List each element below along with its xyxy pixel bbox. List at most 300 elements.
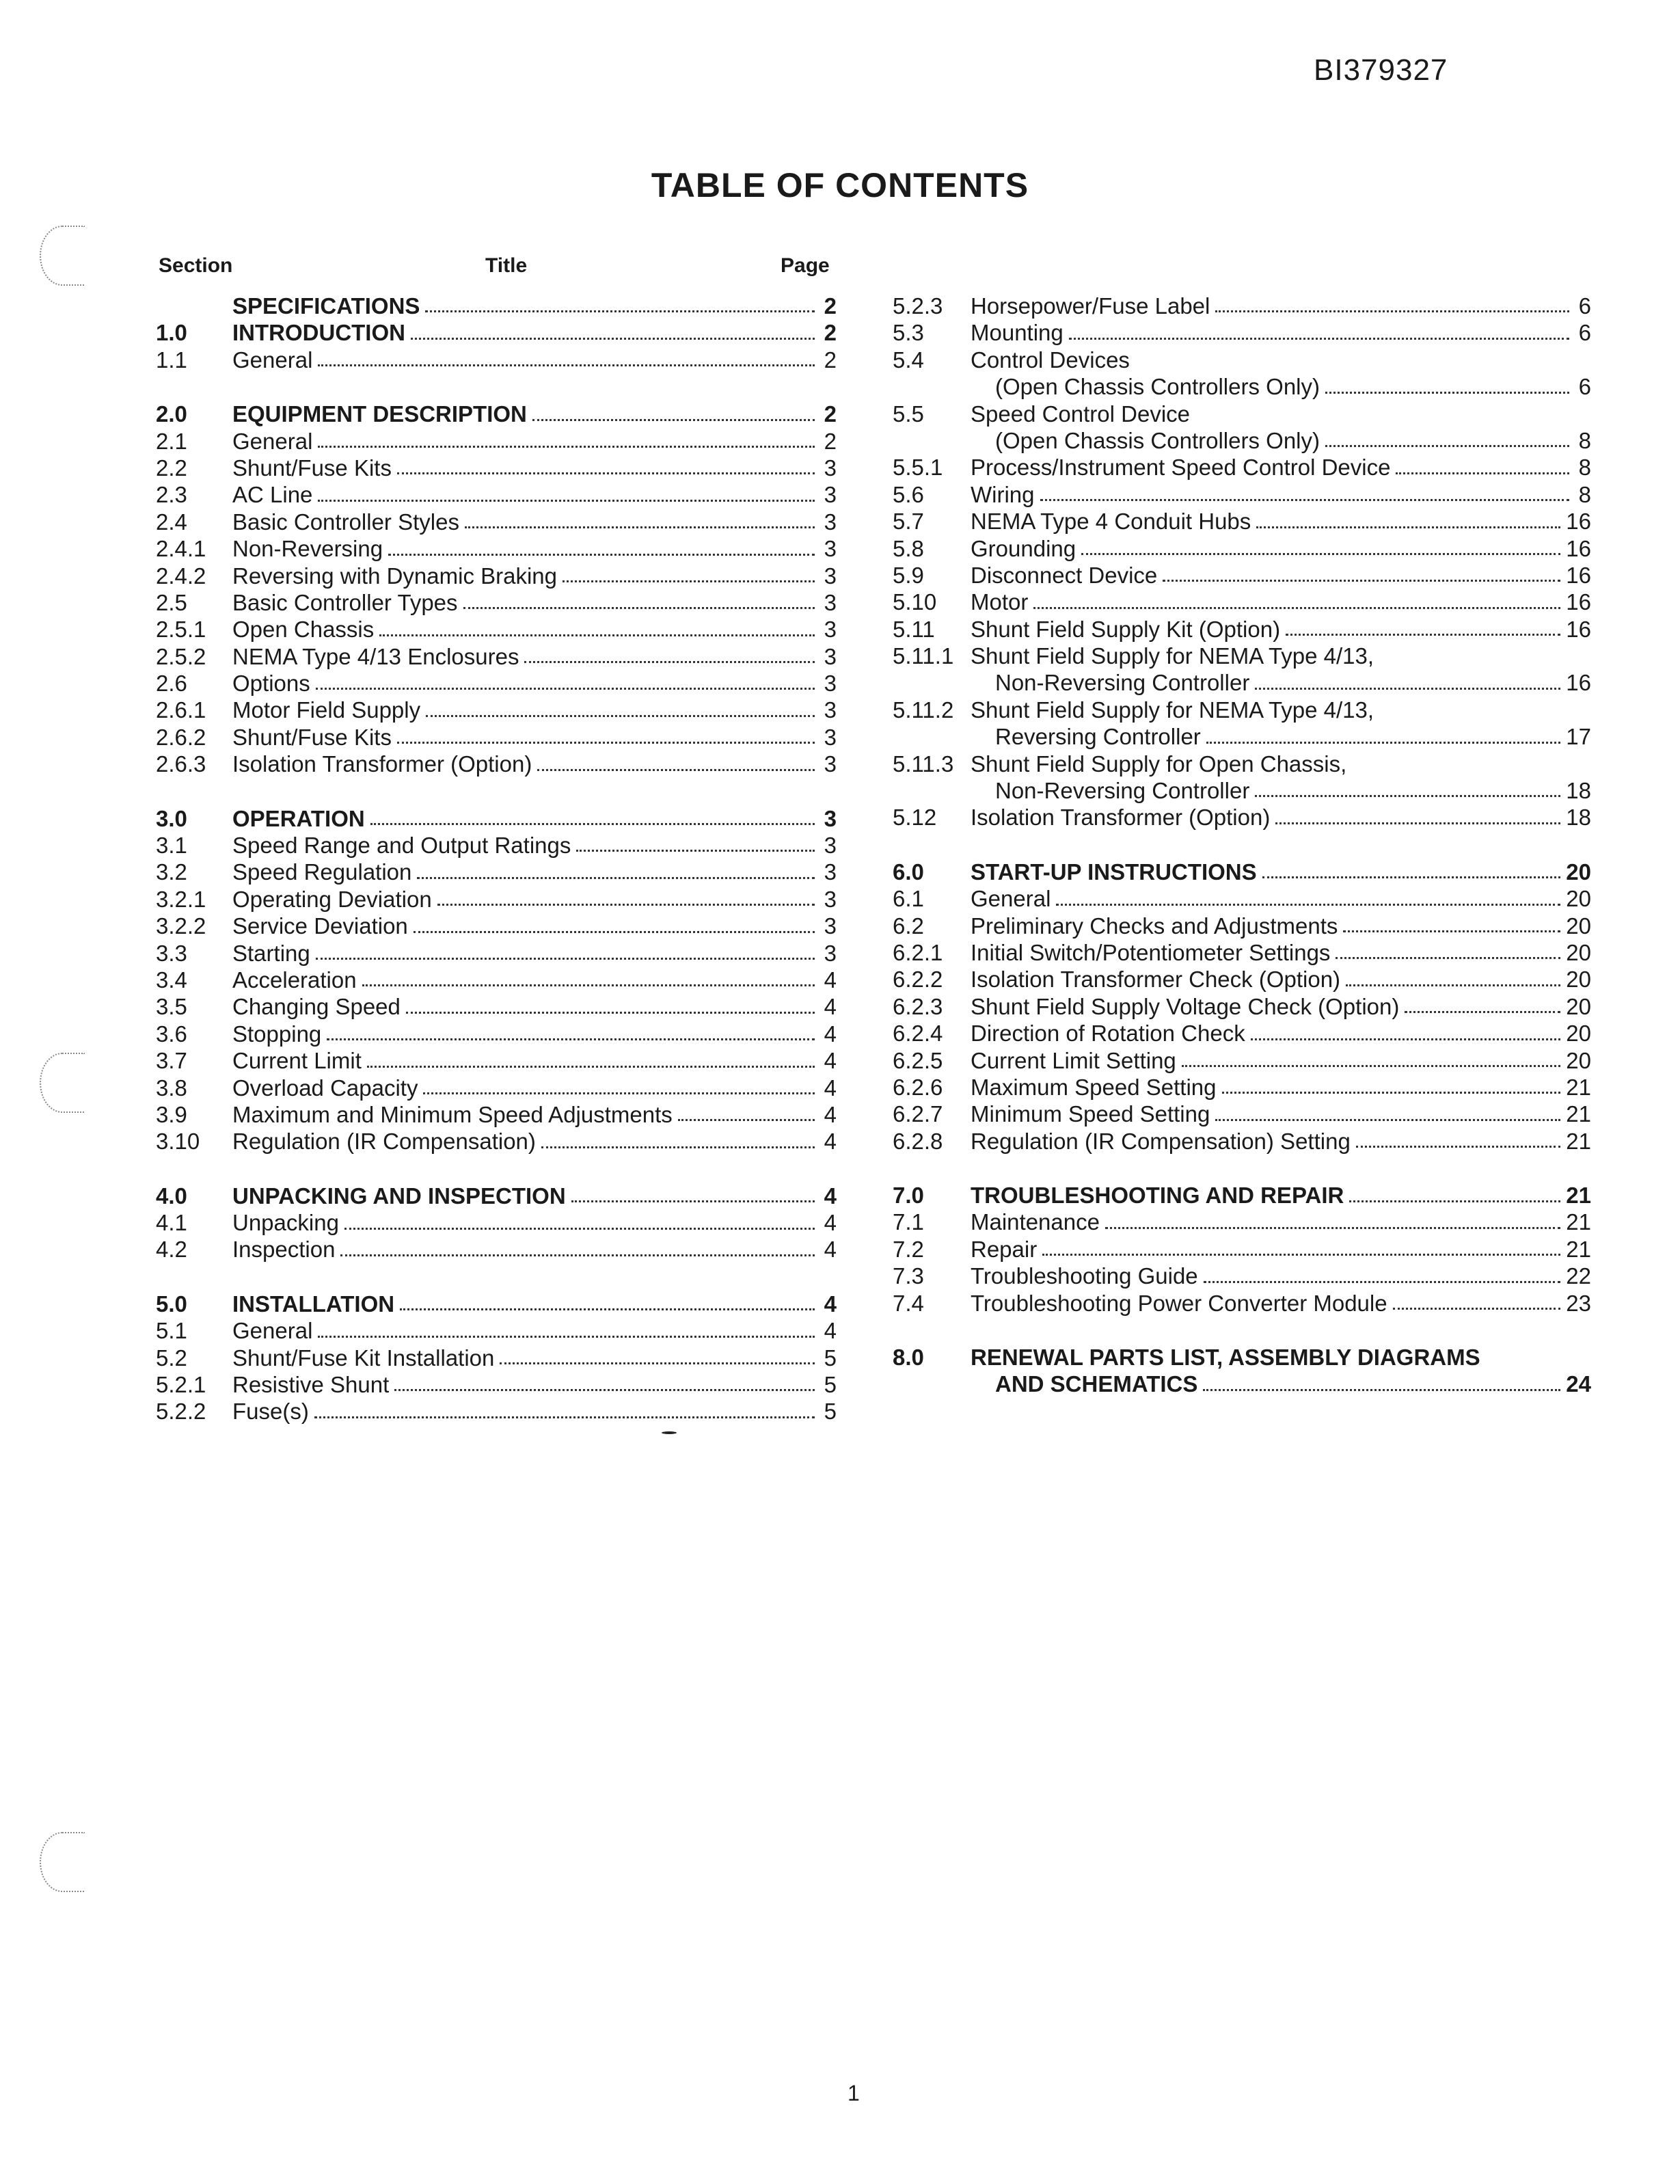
dot-leader (1105, 1227, 1560, 1229)
section-number: 6.2.3 (893, 993, 943, 1019)
page-ref: 2 (824, 293, 837, 319)
page-ref: 4 (824, 1210, 837, 1236)
page-ref: 8 (1578, 427, 1591, 453)
dot-leader (532, 419, 815, 421)
toc-entry (893, 1209, 1591, 1236)
entry-title: Inspection (232, 1237, 336, 1263)
dot-leader (1203, 1389, 1560, 1391)
toc-entry (893, 993, 1591, 1020)
toc-group (156, 1291, 837, 1425)
entry-title: Shunt Field Supply Voltage Check (Option) (971, 993, 1400, 1019)
section-number: 6.2.4 (893, 1021, 943, 1047)
dot-leader (417, 877, 815, 879)
page-ref: 20 (1566, 1021, 1591, 1047)
section-number: 5.2.1 (156, 1372, 206, 1398)
dot-leader (1356, 1146, 1560, 1148)
punch-hole-top (40, 226, 85, 286)
dot-leader (1256, 526, 1560, 528)
page-ref: 5 (824, 1399, 837, 1425)
page-ref: 4 (824, 994, 837, 1020)
title-column-header: Title (485, 254, 528, 277)
toc-entry (156, 293, 837, 319)
dot-leader (1204, 1281, 1561, 1283)
toc-entry (893, 562, 1591, 589)
page-ref: 3 (824, 589, 837, 615)
dot-leader (1349, 1200, 1560, 1202)
page-column-header: Page (781, 254, 830, 277)
section-number: 2.1 (156, 428, 187, 454)
section-number: 6.2.6 (893, 1074, 943, 1100)
dot-leader (1033, 607, 1560, 609)
entry-title: INSTALLATION (232, 1291, 395, 1317)
entry-title: Resistive Shunt (232, 1372, 390, 1398)
section-number: 2.6.1 (156, 697, 206, 723)
toc-entry (893, 616, 1591, 643)
toc-entry (893, 939, 1591, 966)
entry-title: Options (232, 671, 310, 697)
toc-entry (893, 401, 1591, 427)
toc-entry (893, 885, 1591, 912)
toc-entry (156, 643, 837, 670)
toc-group (893, 1182, 1591, 1317)
entry-title: (Open Chassis Controllers Only) (995, 427, 1320, 453)
dot-leader (1040, 499, 1569, 501)
section-number: 2.6 (156, 671, 187, 697)
section-number: 3.9 (156, 1101, 187, 1127)
section-number: 2.0 (156, 401, 187, 427)
toc-entry (893, 913, 1591, 939)
entry-title: Repair (971, 1236, 1038, 1262)
toc-entry (893, 347, 1591, 373)
page-ref: 21 (1566, 1236, 1591, 1262)
entry-title: Troubleshooting Power Converter Module (971, 1290, 1387, 1316)
toc-entry (156, 1237, 837, 1263)
entry-title: Isolation Transformer (Option) (232, 751, 532, 777)
entry-title: Unpacking (232, 1210, 339, 1236)
toc-entry (893, 427, 1591, 454)
page-ref: 21 (1566, 1128, 1591, 1154)
entry-title: General (232, 1318, 313, 1344)
page-ref: 4 (824, 1021, 837, 1047)
section-number: 3.5 (156, 994, 187, 1020)
page-ref: 4 (824, 1075, 837, 1101)
entry-title: EQUIPMENT DESCRIPTION (232, 401, 527, 427)
toc-entry (156, 724, 837, 751)
section-number: 3.2 (156, 859, 187, 885)
dot-leader (500, 1362, 815, 1364)
toc-entry (156, 1101, 837, 1128)
section-number: 5.2.2 (156, 1399, 206, 1425)
section-number: 3.4 (156, 967, 187, 993)
toc-entry (893, 589, 1591, 615)
section-number: 6.2.5 (893, 1047, 943, 1073)
entry-title: Regulation (IR Compensation) (232, 1129, 536, 1155)
page-ref: 5 (824, 1372, 837, 1398)
page-ref: 3 (824, 536, 837, 562)
document-id: BI379327 (1314, 53, 1448, 87)
dot-leader (1042, 1254, 1560, 1256)
page-ref: 20 (1566, 859, 1591, 885)
toc-entry (156, 589, 837, 616)
toc-entry (156, 967, 837, 993)
page-ref: 3 (824, 886, 837, 912)
toc-entry (893, 643, 1591, 669)
page-ref: 4 (824, 1237, 837, 1263)
toc-entry (893, 1182, 1591, 1209)
section-number: 5.1 (156, 1318, 187, 1344)
section-number: 6.2.7 (893, 1101, 943, 1127)
dot-leader (1275, 822, 1560, 824)
entry-title: Troubleshooting Guide (971, 1263, 1198, 1289)
dot-leader (1081, 553, 1560, 555)
dot-leader (576, 850, 815, 852)
dot-leader (1325, 445, 1569, 447)
entry-title: Basic Controller Types (232, 589, 458, 615)
dot-leader (426, 715, 815, 717)
section-number: 6.1 (893, 886, 924, 912)
section-number: 2.4.1 (156, 536, 206, 562)
toc-entry (893, 1290, 1591, 1317)
entry-title: Maximum Speed Setting (971, 1074, 1217, 1100)
section-number: 7.1 (893, 1209, 924, 1235)
section-number: 3.2.2 (156, 913, 206, 939)
page-ref: 20 (1566, 993, 1591, 1019)
entry-title: TROUBLESHOOTING AND REPAIR (971, 1183, 1344, 1209)
entry-title: General (971, 886, 1051, 912)
page-ref: 16 (1566, 509, 1591, 535)
section-number: 5.8 (893, 535, 924, 561)
page-ref: 24 (1566, 1371, 1591, 1397)
page-ref: 6 (1578, 320, 1591, 346)
page-ref: 16 (1566, 616, 1591, 642)
punch-hole-middle (40, 1053, 85, 1113)
entry-title: Speed Control Device (971, 401, 1191, 427)
section-number: 7.3 (893, 1263, 924, 1289)
toc-entry (893, 1101, 1591, 1127)
entry-title: Maintenance (971, 1209, 1100, 1235)
section-number: 3.6 (156, 1021, 187, 1047)
toc-entry (156, 913, 837, 939)
entry-title: Speed Range and Output Ratings (232, 833, 571, 859)
section-number: 5.7 (893, 509, 924, 535)
section-number: 7.2 (893, 1236, 924, 1262)
toc-entry (893, 697, 1591, 723)
entry-title: Acceleration (232, 967, 357, 993)
dot-leader (318, 1336, 815, 1338)
toc-entry (156, 347, 837, 373)
dot-leader (379, 634, 815, 636)
dot-leader (437, 904, 815, 906)
toc-group (156, 1183, 837, 1263)
toc-entry (893, 723, 1591, 750)
entry-title: Non-Reversing (232, 536, 383, 562)
entry-title: Stopping (232, 1021, 322, 1047)
dot-leader (411, 338, 815, 340)
section-number: 7.4 (893, 1290, 924, 1316)
toc-entry (893, 1344, 1591, 1371)
page-ref: 23 (1566, 1290, 1591, 1316)
section-number: 3.10 (156, 1129, 200, 1155)
toc-group (893, 859, 1591, 1155)
section-number: 5.0 (156, 1291, 187, 1317)
entry-title: Shunt Field Supply Kit (Option) (971, 616, 1281, 642)
page-title: TABLE OF CONTENTS (651, 166, 1029, 204)
section-number: 2.5 (156, 589, 187, 615)
entry-title: INTRODUCTION (232, 320, 405, 346)
dot-leader (1255, 688, 1560, 690)
section-number: 5.11.2 (893, 697, 954, 723)
section-number: 4.1 (156, 1210, 187, 1236)
dot-leader (678, 1119, 815, 1121)
toc-group (156, 293, 837, 373)
dot-leader (397, 742, 815, 744)
page-ref: 18 (1566, 778, 1591, 804)
dot-leader (394, 1389, 815, 1391)
dot-leader (1206, 742, 1560, 744)
page-ref: 3 (824, 833, 837, 859)
dot-leader (1222, 1092, 1561, 1094)
entry-title: Process/Instrument Speed Control Device (971, 455, 1391, 481)
page-ref: 3 (824, 482, 837, 508)
toc-entry (156, 751, 837, 777)
page-ref: 4 (824, 967, 837, 993)
section-number: 2.2 (156, 455, 187, 481)
toc-entry (156, 535, 837, 562)
toc-entry (893, 777, 1591, 804)
dot-leader (314, 1416, 815, 1418)
toc-entry (893, 1128, 1591, 1155)
toc-left-column (156, 293, 837, 1453)
entry-title: Shunt/Fuse Kit Installation (232, 1345, 495, 1371)
page-ref: 8 (1578, 481, 1591, 507)
section-column-header: Section (159, 254, 233, 277)
toc-entry (156, 481, 837, 508)
page-ref: 3 (824, 940, 837, 966)
entry-title: UNPACKING AND INSPECTION (232, 1183, 566, 1209)
dot-leader (1262, 876, 1561, 878)
page-ref: 18 (1566, 805, 1591, 831)
toc-entry (893, 751, 1591, 777)
dot-leader (465, 526, 815, 528)
toc-entry (893, 859, 1591, 885)
page-ref: 3 (824, 617, 837, 643)
entry-title: General (232, 428, 313, 454)
page-ref: 20 (1566, 967, 1591, 993)
toc-entry (156, 616, 837, 643)
dot-leader (1056, 904, 1560, 906)
entry-title: Mounting (971, 320, 1063, 346)
entry-title: Operating Deviation (232, 886, 432, 912)
section-number: 5.2 (156, 1345, 187, 1371)
dot-leader (1286, 634, 1560, 636)
entry-title: Minimum Speed Setting (971, 1101, 1210, 1127)
entry-title: Shunt Field Supply for Open Chassis, (971, 751, 1347, 777)
page-ref: 8 (1578, 455, 1591, 481)
entry-title: Horsepower/Fuse Label (971, 293, 1210, 319)
entry-title: Reversing with Dynamic Braking (232, 563, 558, 589)
section-number: 2.6.2 (156, 724, 206, 750)
toc-entry (156, 832, 837, 859)
toc-entry (156, 670, 837, 697)
page-number: 1 (848, 2081, 860, 2105)
toc-entry (156, 1047, 837, 1074)
punch-hole-bottom (40, 1832, 85, 1892)
dot-leader (563, 580, 815, 582)
page-ref: 16 (1566, 535, 1591, 561)
entry-title: Shunt Field Supply for NEMA Type 4/13, (971, 643, 1374, 669)
entry-title: Current Limit (232, 1048, 362, 1074)
dot-leader (1405, 1011, 1560, 1013)
entry-title: NEMA Type 4/13 Enclosures (232, 643, 519, 669)
entry-title: AND SCHEMATICS (995, 1371, 1198, 1397)
toc-entry (893, 293, 1591, 319)
section-number: 6.0 (893, 859, 924, 885)
dot-leader (1215, 310, 1569, 312)
section-number: 5.4 (893, 347, 924, 373)
section-number: 4.2 (156, 1237, 187, 1263)
page-ref: 3 (824, 643, 837, 669)
toc-entry (893, 481, 1591, 508)
entry-title: Control Devices (971, 347, 1130, 373)
page-ref: 21 (1566, 1183, 1591, 1209)
toc-entry (156, 1317, 837, 1344)
toc-entry (156, 401, 837, 427)
entry-title: Open Chassis (232, 617, 375, 643)
entry-title: Service Deviation (232, 913, 408, 939)
toc-entry (156, 428, 837, 455)
section-number: 6.2.8 (893, 1128, 943, 1154)
dot-leader (541, 1146, 815, 1148)
dot-leader (327, 1038, 815, 1040)
scan-mark (662, 1431, 677, 1434)
page-ref: 3 (824, 455, 837, 481)
dot-leader (316, 958, 815, 960)
toc-entry (156, 1398, 837, 1425)
page-ref: 21 (1566, 1209, 1591, 1235)
section-number: 7.0 (893, 1183, 924, 1209)
dot-leader (463, 607, 815, 609)
entry-title: Non-Reversing Controller (995, 778, 1250, 804)
page-ref: 4 (824, 1183, 837, 1209)
toc-entry (893, 1074, 1591, 1101)
dot-leader (406, 1012, 815, 1014)
entry-title: Current Limit Setting (971, 1047, 1176, 1073)
section-number: 6.2 (893, 913, 924, 939)
dot-leader (571, 1200, 815, 1202)
dot-leader (318, 500, 815, 502)
dot-leader (397, 472, 815, 474)
dot-leader (1396, 472, 1569, 474)
section-number: 3.7 (156, 1048, 187, 1074)
section-number: 8.0 (893, 1345, 924, 1371)
toc-entry (893, 1047, 1591, 1074)
toc-entry (156, 319, 837, 346)
page-ref: 2 (824, 347, 837, 373)
page-ref: 3 (824, 859, 837, 885)
section-number: 2.5.1 (156, 617, 206, 643)
page-ref: 2 (824, 401, 837, 427)
toc-entry (156, 1345, 837, 1371)
section-number: 6.2.1 (893, 939, 943, 965)
dot-leader (1393, 1308, 1561, 1310)
dot-leader (367, 1066, 815, 1068)
page-ref: 6 (1578, 293, 1591, 319)
page-ref: 20 (1566, 939, 1591, 965)
page-ref: 3 (824, 563, 837, 589)
dot-leader (1251, 1038, 1561, 1040)
toc-entry (156, 1183, 837, 1209)
section-number: 5.9 (893, 562, 924, 588)
entry-title: Direction of Rotation Check (971, 1021, 1245, 1047)
section-number: 3.0 (156, 805, 187, 831)
section-number: 2.4 (156, 509, 187, 535)
toc-entry (156, 1075, 837, 1101)
section-number: 5.5 (893, 401, 924, 427)
page-ref: 16 (1566, 670, 1591, 696)
page-ref: 2 (824, 428, 837, 454)
section-number: 5.10 (893, 589, 937, 615)
entry-title: Disconnect Device (971, 562, 1158, 588)
toc-entry (893, 319, 1591, 346)
toc-entry (893, 1020, 1591, 1047)
section-number: 5.11 (893, 616, 935, 642)
toc-group (893, 1344, 1591, 1398)
section-number: 6.2.2 (893, 967, 943, 993)
page-ref: 17 (1566, 724, 1591, 750)
page-ref: 3 (824, 509, 837, 535)
toc-entry (893, 1236, 1591, 1263)
section-number: 3.2.1 (156, 886, 206, 912)
page-ref: 20 (1566, 886, 1591, 912)
section-number: 2.6.3 (156, 751, 206, 777)
dot-leader (400, 1308, 815, 1310)
dot-leader (344, 1228, 815, 1230)
dot-leader (1325, 392, 1569, 394)
page-ref: 3 (824, 697, 837, 723)
section-number: 5.3 (893, 320, 924, 346)
toc-entry (156, 697, 837, 723)
section-number: 1.1 (156, 347, 187, 373)
page-ref: 4 (824, 1291, 837, 1317)
dot-leader (425, 310, 815, 312)
entry-title: (Open Chassis Controllers Only) (995, 374, 1320, 400)
section-number: 5.12 (893, 805, 937, 831)
toc-entry (156, 805, 837, 832)
entry-title: Changing Speed (232, 994, 401, 1020)
section-number: 2.5.2 (156, 643, 206, 669)
entry-title: Isolation Transformer (Option) (971, 805, 1271, 831)
dot-leader (1346, 984, 1560, 986)
section-number: 1.0 (156, 320, 187, 346)
entry-title: Shunt Field Supply for NEMA Type 4/13, (971, 697, 1374, 723)
dot-leader (414, 931, 815, 933)
toc-group (893, 293, 1591, 831)
section-number: 3.1 (156, 833, 187, 859)
entry-title: Motor (971, 589, 1029, 615)
section-number: 2.4.2 (156, 563, 206, 589)
toc-entry (156, 1021, 837, 1047)
dot-leader (340, 1254, 815, 1256)
toc-group (156, 401, 837, 777)
entry-title: Overload Capacity (232, 1075, 418, 1101)
dot-leader (1215, 1119, 1560, 1121)
page-ref: 20 (1566, 913, 1591, 939)
toc-entry (156, 940, 837, 967)
page-ref: 22 (1566, 1263, 1591, 1289)
page-ref: 3 (824, 671, 837, 697)
dot-leader (318, 364, 815, 366)
entry-title: Preliminary Checks and Adjustments (971, 913, 1338, 939)
